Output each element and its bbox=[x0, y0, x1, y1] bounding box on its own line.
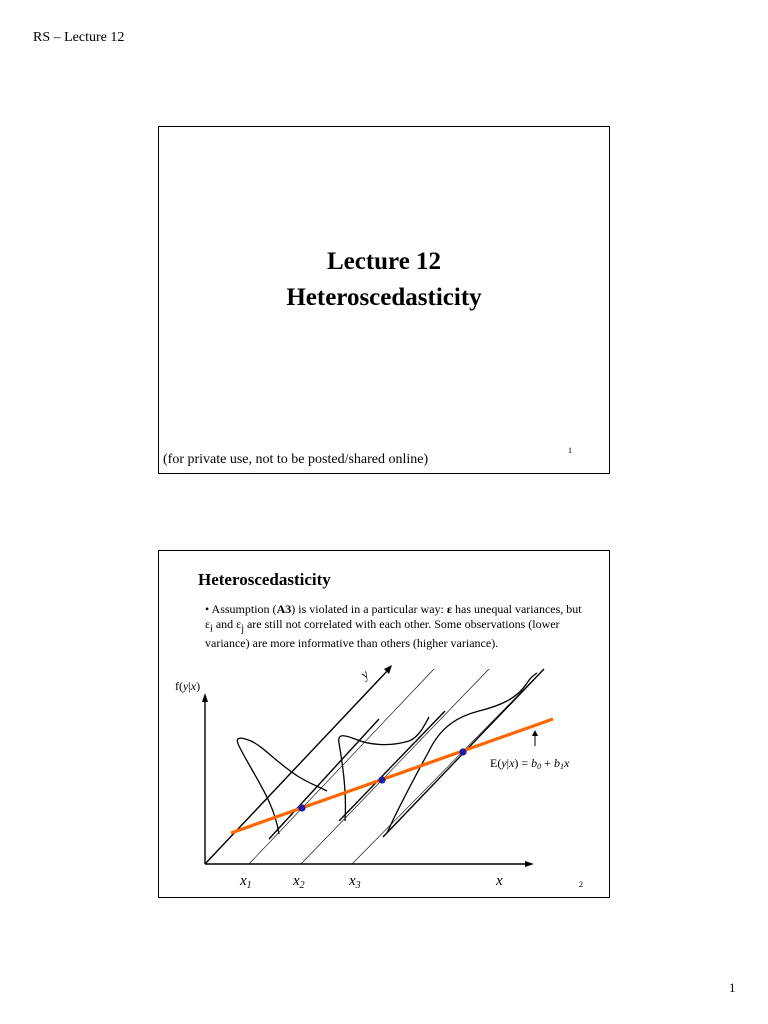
diagonal-line-x2-thick bbox=[339, 711, 445, 821]
epsilon-j-symbol: ε bbox=[236, 617, 242, 631]
x1-label: $x_1$ bbox=[240, 873, 252, 891]
slide-2-number: 2 bbox=[579, 880, 583, 889]
bullet-marker: • bbox=[205, 602, 210, 616]
density-curve-1 bbox=[237, 738, 327, 834]
y-axis-arrowhead bbox=[202, 693, 208, 702]
page-number: 1 bbox=[729, 980, 736, 995]
diagonal-line-x2 bbox=[301, 669, 489, 864]
slide-1-title-line-2: Heteroscedasticity bbox=[286, 284, 482, 311]
heteroscedasticity-diagram bbox=[159, 551, 611, 899]
epsilon-i-subscript: i bbox=[210, 623, 213, 635]
x2-label: $x_2$ bbox=[293, 873, 305, 891]
slide-2-title: Heteroscedasticity bbox=[198, 570, 331, 589]
x-axis-label: x bbox=[496, 873, 503, 889]
bullet-rest: are still not correlated with each other. Some observations (lower variance) are more informative than others (higher variance). bbox=[205, 617, 560, 651]
bullet-after-assumption: ) is violated in a particular way: bbox=[291, 602, 447, 616]
bullet-has-unequal: has unequal variances, but bbox=[452, 602, 582, 616]
slide-1-footer-note: (for private use, not to be posted/shared online) bbox=[163, 452, 429, 467]
y-curve-label: y bbox=[357, 666, 372, 682]
slide-1-number: 1 bbox=[568, 446, 572, 455]
conditional-mean-point-x3 bbox=[459, 748, 466, 755]
page-header: RS – Lecture 12 bbox=[33, 30, 125, 45]
regression-line bbox=[231, 719, 553, 833]
slide-1-title bbox=[159, 244, 609, 316]
assumption-label: A3 bbox=[276, 602, 292, 616]
epsilon-i-symbol: ε bbox=[205, 617, 211, 631]
regression-equation: E(y|x) = b0 + b1x bbox=[490, 756, 570, 771]
bullet-intro: Assumption ( bbox=[211, 602, 277, 616]
slide-1-title-line-1: Lecture 12 bbox=[326, 248, 442, 275]
conditional-mean-point-x1 bbox=[298, 804, 305, 811]
epsilon-symbol: ε bbox=[446, 602, 452, 616]
epsilon-j-subscript: j bbox=[241, 623, 244, 635]
slide-1 bbox=[158, 126, 610, 474]
x3-label: $x_3$ bbox=[349, 873, 361, 891]
diagonal-line-x1-thin bbox=[249, 669, 434, 864]
conditional-mean-point-x2 bbox=[378, 776, 385, 783]
bullet-and-word: and bbox=[212, 617, 237, 631]
regression-pointer-arrowhead bbox=[532, 730, 538, 736]
slide-2 bbox=[158, 550, 610, 898]
diagonal-y-axis-line bbox=[205, 669, 389, 864]
x-axis-arrowhead bbox=[525, 861, 534, 867]
y-axis-label: f(y|x) bbox=[175, 679, 201, 693]
